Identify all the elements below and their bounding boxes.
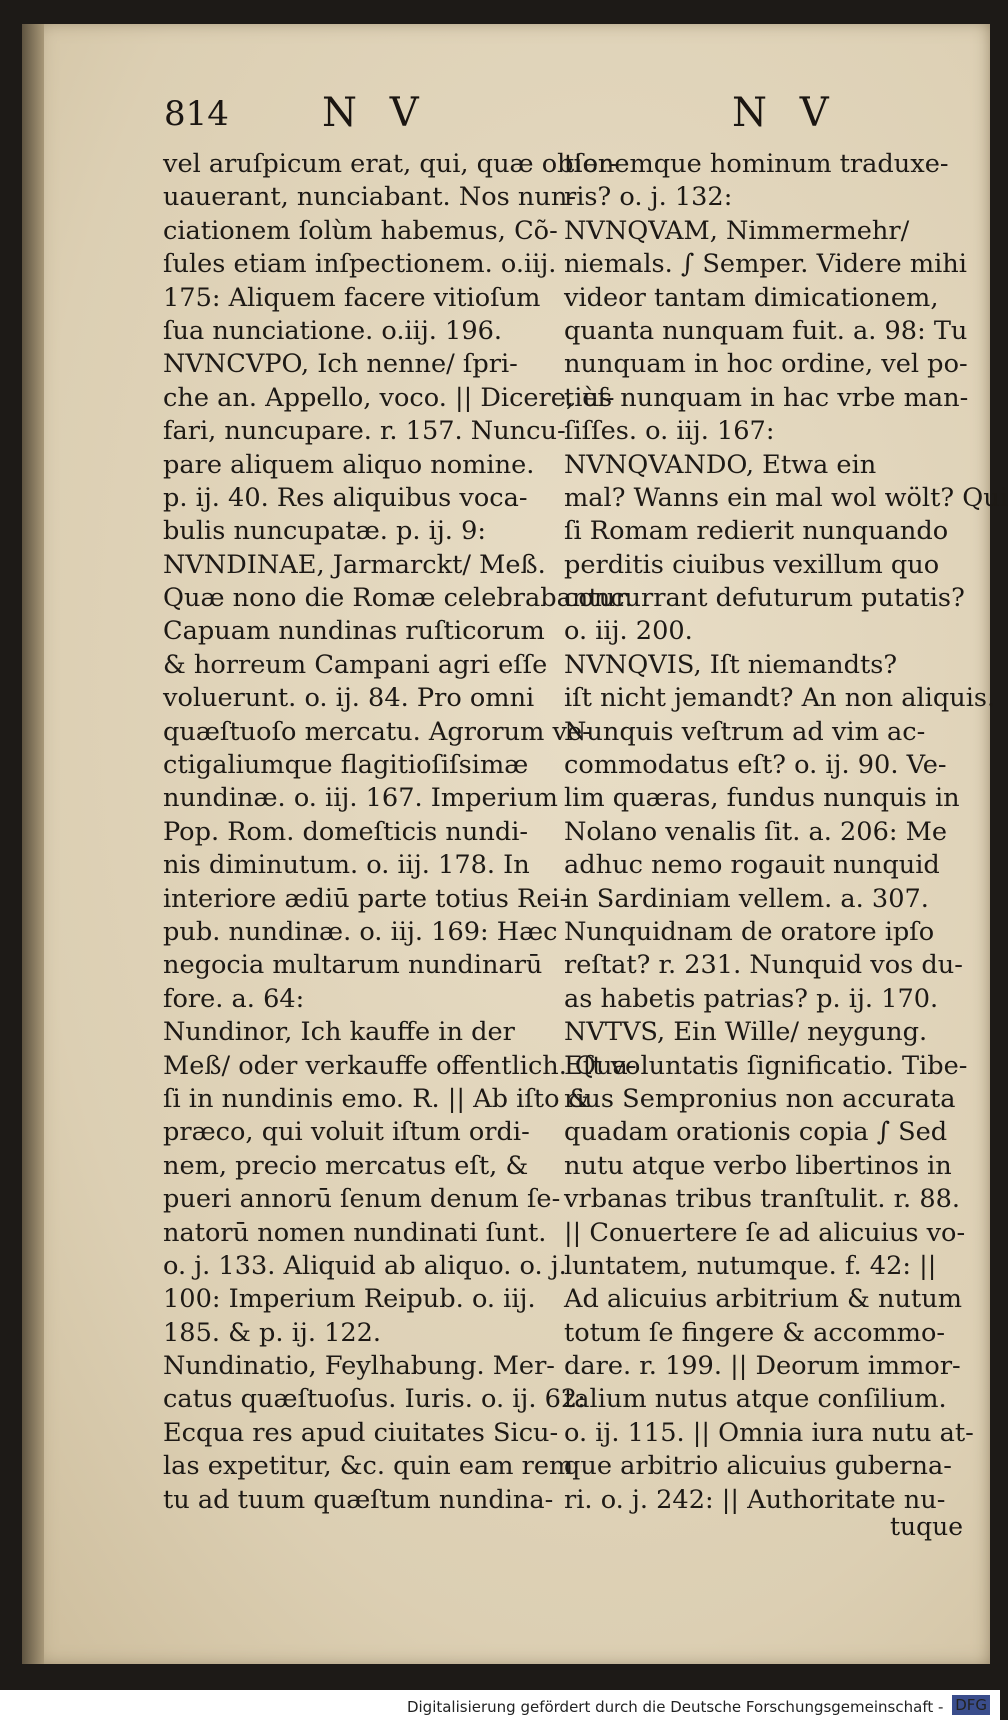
text-line: Capuam nundinas ruſticorum <box>163 616 545 647</box>
text-line: Nolano venalis ſit. a. 206: Me <box>564 816 947 847</box>
text-line: commodatus eſt? o. ij. 90. Ve- <box>564 750 947 781</box>
text-line: pueri annorū ſenum denum ſe- <box>163 1184 561 1215</box>
text-line: in Sardiniam vellem. a. 307. <box>564 883 929 914</box>
running-head-right: N V <box>732 90 839 136</box>
text-line: ſi Romam redierit nunquando <box>564 516 949 547</box>
text-line: niemals. ∫ Semper. Videre mihi <box>564 249 967 280</box>
text-line: ſua nunciatione. o.iij. 196. <box>163 315 503 346</box>
text-line: fari, nuncupare. r. 157. Nuncu- <box>163 416 566 447</box>
text-line: ſules etiam inſpectionem. o.iij. <box>163 249 557 280</box>
text-line: NVNCVPO, Ich nenne/ ſpri- <box>163 349 518 380</box>
text-line: quadam orationis copia ∫ Sed <box>564 1117 948 1148</box>
text-line: Ecqua res apud ciuitates Sicu- <box>163 1417 559 1448</box>
text-line: quæſtuoſo mercatu. Agrorum ve- <box>163 716 591 747</box>
text-line: lim quæras, fundus nunquis in <box>564 783 960 814</box>
text-line: catus quæſtuoſus. Iuris. o. ij. 62: <box>163 1384 586 1415</box>
text-line: as habetis patrias? p. ij. 170. <box>564 983 939 1014</box>
text-line: o. ij. 115. || Omnia iura nutu at- <box>564 1417 974 1448</box>
text-line: videor tantam dimicationem, <box>564 282 939 313</box>
dfg-logo: DFG <box>952 1695 990 1715</box>
text-line: las expetitur, &c. quin eam rem <box>163 1451 574 1482</box>
text-line: nutu atque verbo libertinos in <box>564 1150 952 1181</box>
page-edge <box>22 24 44 1664</box>
text-line: Nunquis veſtrum ad vim ac- <box>564 716 926 747</box>
text-line: Pop. Rom. domeſticis nundi- <box>163 816 529 847</box>
text-line: luntatem, nutumque. f. 42: || <box>564 1250 937 1281</box>
text-line: nunquam in hoc ordine, vel po- <box>564 349 968 380</box>
text-line: || Conuertere ſe ad alicuius vo- <box>564 1217 966 1248</box>
text-line: vrbanas tribus tranſtulit. r. 88. <box>564 1184 961 1215</box>
catchword: tuque <box>890 1512 964 1541</box>
text-line: natorū nomen nundinati ſunt. <box>163 1217 547 1248</box>
text-line: tiùs nunquam in hac vrbe man- <box>564 382 969 413</box>
text-line: fore. a. 64: <box>163 983 305 1014</box>
book-page <box>22 24 1008 1664</box>
text-line: adhuc nemo rogauit nunquid <box>564 850 940 881</box>
text-line: iſt nicht jemandt? An non aliquis. <box>564 683 996 714</box>
text-line: nem, precio mercatus eſt, & <box>163 1150 529 1181</box>
text-line: concurrant defuturum putatis? <box>564 583 965 614</box>
text-line: Meß/ oder verkauffe offentlich. Qua- <box>163 1050 637 1081</box>
footer-credit: Digitalisierung gefördert durch die Deutsche Forschungsgemeinschaft - <box>406 1698 944 1716</box>
text-line: ciationem ſolùm habemus, Cõ- <box>163 215 558 246</box>
text-line: & horreum Campani agri eſſe <box>163 649 548 680</box>
text-line: ſi in nundinis emo. R. || Ab iſto & <box>163 1083 591 1114</box>
text-line: interiore ædiū parte totius Rei- <box>163 883 569 914</box>
text-line: che an. Appello, voco. || Dicere, ef- <box>163 382 615 413</box>
text-line: nundinæ. o. iij. 167. Imperium <box>163 783 558 814</box>
text-line: rius Sempronius non accurata <box>564 1083 956 1114</box>
text-line: vel aruſpicum erat, qui, quæ obſer- <box>163 149 620 179</box>
text-line: 175: Aliquem facere vitioſum <box>163 282 541 313</box>
text-line: NVTVS, Ein Wille/ neygung. <box>564 1017 928 1048</box>
text-line: negocia multarum nundinarū <box>163 950 543 981</box>
text-line: tu ad tuum quæſtum nundina- <box>163 1484 554 1515</box>
text-line: NVNQVIS, Iſt niemandts? <box>564 649 898 680</box>
page-number: 814 <box>164 94 229 134</box>
text-line: Nundinor, Ich kauffe in der <box>163 1017 515 1048</box>
text-line: ctigaliumque flagitioſiſsimæ <box>163 750 529 781</box>
right-column <box>564 148 1008 1517</box>
text-line: pub. nundinæ. o. iij. 169: Hæc <box>163 916 558 947</box>
text-line: quanta nunquam fuit. a. 98: Tu <box>564 315 968 346</box>
text-line: ſiſſes. o. iij. 167: <box>564 416 775 447</box>
text-line: p. ij. 40. Res aliquibus voca- <box>163 482 528 513</box>
text-line: reſtat? r. 231. Nunquid vos du- <box>564 950 963 981</box>
text-line: NVNDINAE, Jarmarckt/ Meß. <box>163 549 546 580</box>
text-line: nis diminutum. o. iij. 178. In <box>163 850 530 881</box>
text-line: tionemque hominum traduxe- <box>564 149 949 179</box>
text-line: Nundinatio, Feylhabung. Mer- <box>163 1351 555 1382</box>
text-line: Quæ nono die Romæ celebrabantur. <box>163 583 633 614</box>
text-line: mal? Wanns ein mal wol wölt? Qui <box>564 482 1008 513</box>
text-line: 185. & p. ij. 122. <box>163 1317 382 1348</box>
text-line: Nunquidnam de oratore ipſo <box>564 916 935 947</box>
text-line: pare aliquem aliquo nomine. <box>163 449 535 480</box>
text-line: bulis nuncupatæ. p. ij. 9: <box>163 516 486 547</box>
footer-credit-wrap <box>407 1695 990 1716</box>
text-line: uauerant, nunciabant. Nos nun- <box>163 182 576 213</box>
text-line: talium nutus atque conſilium. <box>564 1384 947 1415</box>
text-line: 100: Imperium Reipub. o. iij. <box>163 1284 536 1315</box>
page-header <box>22 86 990 146</box>
text-line: voluerunt. o. ij. 84. Pro omni <box>163 683 535 714</box>
text-line: Ad alicuius arbitrium & nutum <box>564 1284 962 1315</box>
text-line: totum ſe fingere & accommo- <box>564 1317 946 1348</box>
text-line: NVNQVANDO, Etwa ein <box>564 449 877 480</box>
running-head-left: N V <box>322 90 429 136</box>
text-line: dare. r. 199. || Deorum immor- <box>564 1351 961 1382</box>
text-line: perditis ciuibus vexillum quo <box>564 549 940 580</box>
text-line: o. j. 133. Aliquid ab aliquo. o. j. <box>163 1250 567 1281</box>
text-line: NVNQVAM, Nimmermehr/ <box>564 215 910 246</box>
digitization-footer <box>0 1690 1000 1720</box>
text-line: ris? o. j. 132: <box>564 182 733 213</box>
text-line: ri. o. j. 242: || Authoritate nu- <box>564 1484 946 1515</box>
text-line: præco, qui voluit iſtum ordi- <box>163 1117 530 1148</box>
text-line: Eſt voluntatis ſignificatio. Tibe- <box>564 1050 968 1081</box>
text-line: que arbitrio alicuius guberna- <box>564 1451 952 1482</box>
text-line: o. iij. 200. <box>564 616 693 647</box>
